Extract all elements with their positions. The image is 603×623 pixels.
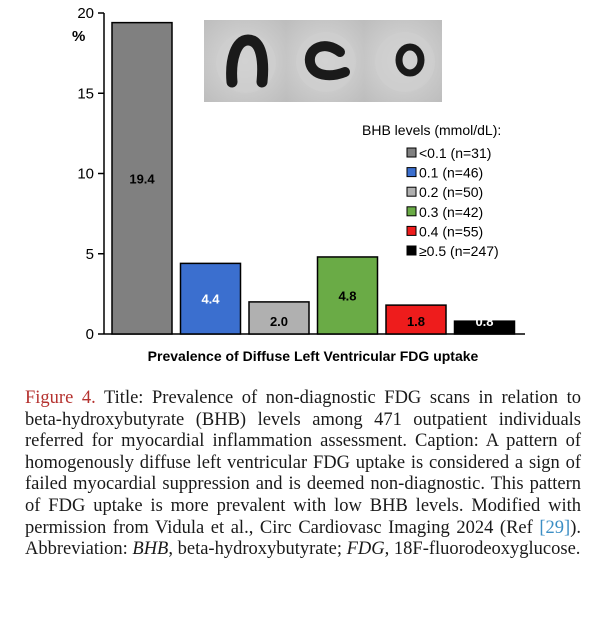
y-ticks: [77, 5, 104, 343]
pet-scan-image: [286, 20, 364, 102]
y-tick-label: 5: [85, 245, 94, 263]
data-label: 19.4: [129, 171, 155, 187]
pet-scan-insets: [204, 20, 442, 102]
legend-entry: ≥0.5 (n=247): [419, 243, 499, 259]
data-label: 1.8: [406, 314, 426, 329]
legend-swatch: [407, 168, 416, 177]
legend-entry: 0.4 (n=55): [419, 223, 484, 240]
data-label: 4.4: [201, 291, 220, 307]
legend-title: BHB levels (mmol/dL):: [362, 122, 502, 138]
legend-entry: 0.3 (n=42): [419, 203, 484, 220]
caption-text: , 18F-fluorodeoxyglucose.: [384, 539, 581, 560]
legend-entry: <0.1 (n=31): [419, 145, 492, 161]
y-tick-label: 20: [77, 5, 94, 22]
legend: [362, 122, 501, 259]
figure-caption: [25, 388, 581, 561]
y-axis-unit: %: [72, 28, 86, 45]
data-label: 0.8: [475, 314, 494, 329]
legend-swatch: [407, 187, 416, 196]
caption-text: , beta-hydroxybutyrate;: [168, 539, 347, 560]
pet-scan-image: [364, 20, 442, 102]
y-tick-label: 15: [77, 85, 94, 103]
caption-text: ). Abbreviation:: [25, 517, 581, 560]
abbreviation: FDG: [346, 539, 385, 560]
legend-swatch: [407, 207, 416, 216]
legend-entry: 0.1 (n=46): [419, 164, 484, 181]
legend-swatch: [407, 226, 416, 235]
caption-text: Title: Prevalence of non-diagnostic FDG scans in relation to beta-hydroxybutyrate (BHB) levels among 471 outpatient individuals referred for myocardial inflammation assessment. Caption: A pattern of homogenously diffuse left ventricular FDG uptake is considered a sign of failed myocardial suppression and is deemed non-diagnostic. This pattern of FDG uptake is more prevalent with low BHB levels. Modified with permission from Vidula et al., Circ Cardiovasc Imaging 2024 (Ref: [25, 388, 581, 538]
y-tick-label: 0: [85, 326, 94, 343]
data-label: 4.8: [338, 288, 357, 304]
legend-swatch: [407, 148, 416, 157]
data-label: 2.0: [269, 314, 289, 329]
y-tick-label: 10: [77, 165, 94, 183]
legend-swatch: [407, 246, 416, 255]
reference-link[interactable]: [29]: [539, 517, 571, 538]
abbreviation: BHB: [132, 539, 169, 560]
x-axis-label: Prevalence of Diffuse Left Ventricular FDG uptake: [147, 348, 479, 364]
pet-scan-image: [204, 20, 286, 102]
legend-entry: 0.2 (n=50): [419, 184, 484, 201]
figure-label: Figure 4.: [25, 388, 96, 408]
